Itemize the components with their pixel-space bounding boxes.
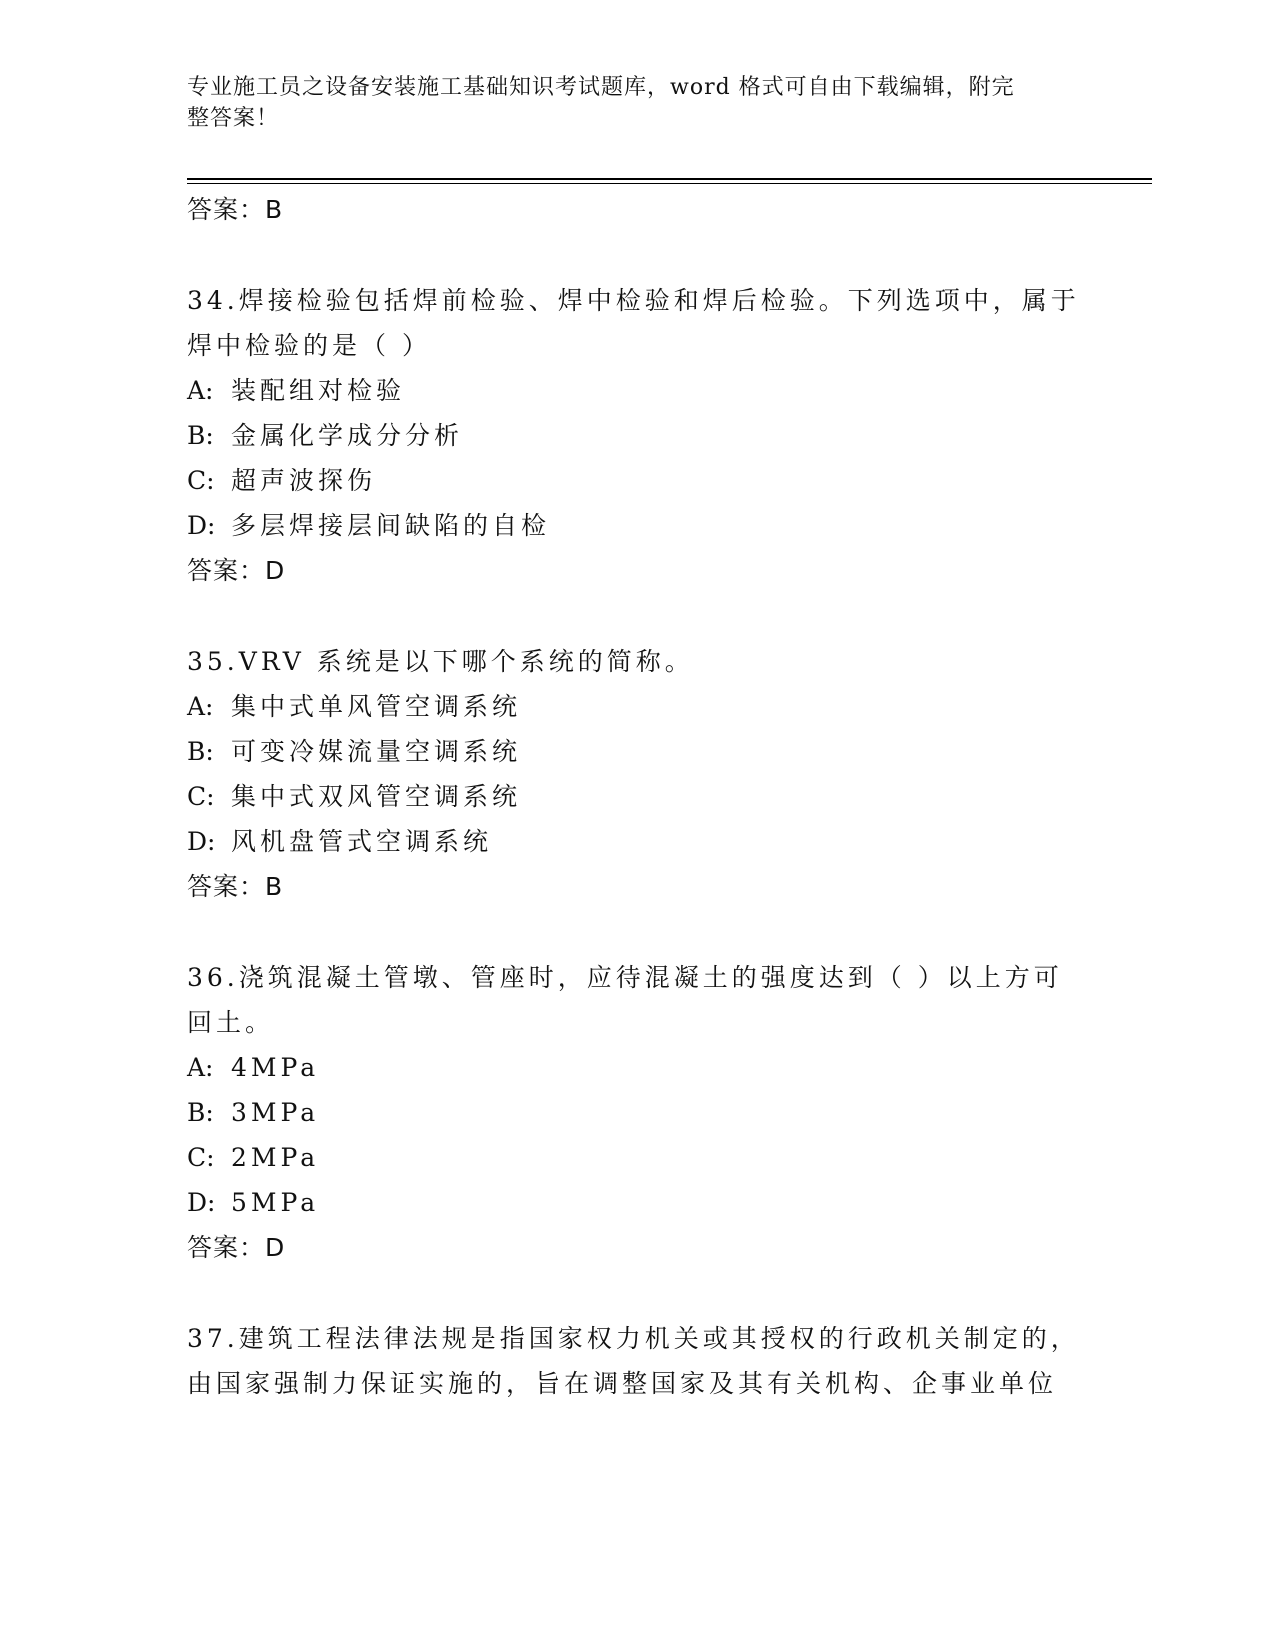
option-text: 集中式双风管空调系统 bbox=[231, 782, 522, 811]
option-item bbox=[187, 1090, 1087, 1135]
question-block bbox=[187, 278, 1087, 639]
option-text: 5MPa bbox=[231, 1188, 320, 1217]
option-text: 可变冷媒流量空调系统 bbox=[231, 737, 522, 766]
question-text: 由国家强制力保证实施的，旨在调整国家及其有关机构、企事业单位 bbox=[187, 1369, 1058, 1398]
spacer bbox=[187, 1271, 1087, 1316]
option-item bbox=[187, 1180, 1087, 1225]
question-text: 34.焊接检验包括焊前检验、焊中检验和焊后检验。下列选项中，属于 bbox=[187, 286, 1080, 315]
question-text: 回土。 bbox=[187, 1008, 275, 1037]
header-line-2: 整答案！ bbox=[187, 106, 280, 131]
option-key: A: bbox=[187, 376, 214, 405]
option-item bbox=[187, 368, 1087, 413]
header-line-1: 专业施工员之设备安装施工基础知识考试题库，word 格式可自由下载编辑，附完 bbox=[187, 75, 1015, 100]
question-text: 36.浇筑混凝土管墩、管座时，应待混凝土的强度达到（ ）以上方可 bbox=[187, 963, 1063, 992]
option-text: 多层焊接层间缺陷的自检 bbox=[231, 511, 551, 540]
answer-line: 答案：B bbox=[187, 872, 284, 901]
document-header bbox=[187, 72, 1067, 134]
option-text: 4MPa bbox=[231, 1053, 320, 1082]
option-item bbox=[187, 1045, 1087, 1090]
option-item bbox=[187, 413, 1087, 458]
option-key: C: bbox=[187, 1143, 215, 1172]
question-text: 35.VRV 系统是以下哪个系统的简称。 bbox=[187, 647, 694, 676]
question-text: 37.建筑工程法律法规是指国家权力机关或其授权的行政机关制定的， bbox=[187, 1324, 1080, 1353]
header-divider-thin bbox=[187, 183, 1152, 184]
question-block bbox=[187, 639, 1087, 955]
spacer bbox=[187, 594, 1087, 639]
option-text: 装配组对检验 bbox=[231, 376, 406, 405]
option-key: C: bbox=[187, 466, 215, 495]
option-item bbox=[187, 503, 1087, 548]
option-text: 2MPa bbox=[231, 1143, 320, 1172]
option-key: B: bbox=[187, 737, 214, 766]
question-block bbox=[187, 955, 1087, 1316]
option-text: 3MPa bbox=[231, 1098, 320, 1127]
option-key: B: bbox=[187, 1098, 214, 1127]
option-key: C: bbox=[187, 782, 215, 811]
option-item bbox=[187, 1135, 1087, 1180]
spacer bbox=[187, 910, 1087, 955]
option-text: 集中式单风管空调系统 bbox=[231, 692, 522, 721]
option-item bbox=[187, 684, 1087, 729]
option-key: A: bbox=[187, 692, 214, 721]
question-list bbox=[187, 187, 1087, 1406]
question-block bbox=[187, 1316, 1087, 1406]
option-key: A: bbox=[187, 1053, 214, 1082]
option-item bbox=[187, 458, 1087, 503]
question-text: 焊中检验的是（ ） bbox=[187, 331, 431, 360]
option-text: 金属化学成分分析 bbox=[231, 421, 464, 450]
option-key: D: bbox=[187, 511, 216, 540]
option-key: D: bbox=[187, 827, 216, 856]
answer-line: 答案：B bbox=[187, 195, 284, 224]
header-divider-thick bbox=[187, 178, 1152, 180]
option-key: D: bbox=[187, 1188, 216, 1217]
spacer bbox=[187, 233, 1087, 278]
option-key: B: bbox=[187, 421, 214, 450]
answer-line: 答案：D bbox=[187, 1233, 286, 1262]
answer-line: 答案：D bbox=[187, 556, 286, 585]
option-text: 风机盘管式空调系统 bbox=[231, 827, 493, 856]
option-item bbox=[187, 729, 1087, 774]
option-item bbox=[187, 819, 1087, 864]
option-item bbox=[187, 774, 1087, 819]
option-text: 超声波探伤 bbox=[231, 466, 377, 495]
